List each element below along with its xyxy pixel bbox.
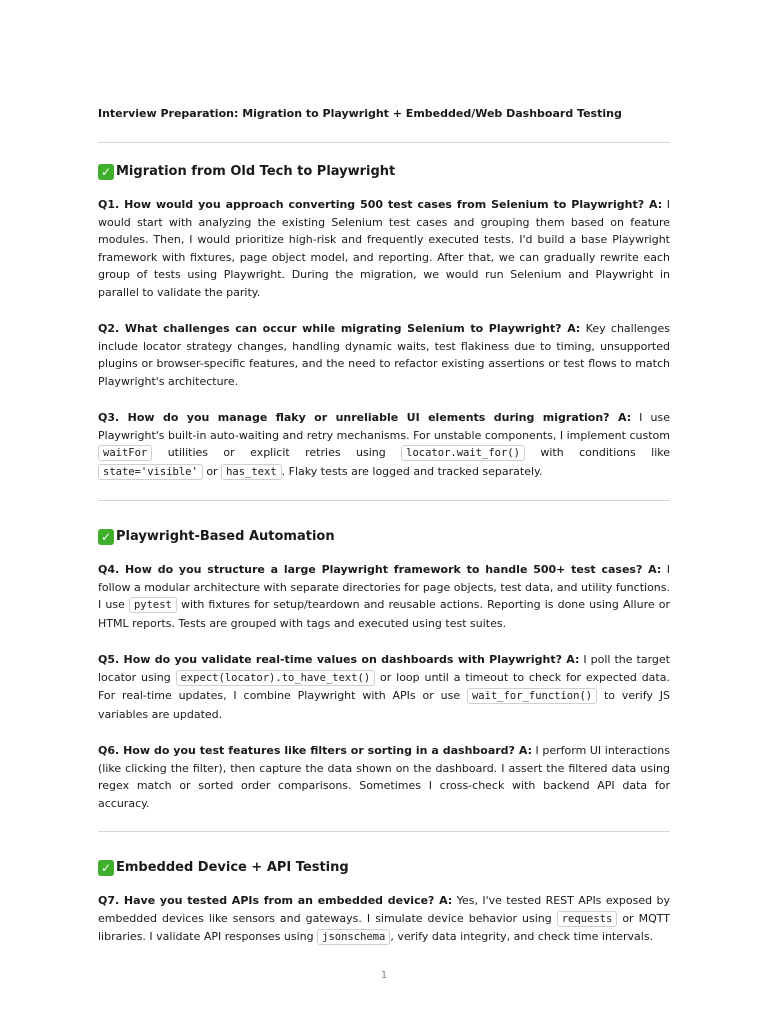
section-heading xyxy=(98,162,670,182)
answer-text: or loop until a timeout to check for expected data. For real-time updates, I combine Playwright with APIs or use xyxy=(98,670,670,702)
answer-text: Key challenges include locator strategy changes, handling dynamic waits, test flakiness due to timing, unsupported plugins or browser-specific features, and the need to refactor existing assertions or test flows to match Playwright's architecture. xyxy=(98,322,671,388)
page-number: 1 xyxy=(380,970,388,981)
inline-code: has_text xyxy=(221,464,282,480)
qa-item xyxy=(98,742,670,812)
section-heading-text: Embedded Device + API Testing xyxy=(116,860,349,875)
divider xyxy=(98,500,670,501)
question-text: Q5. How do you validate real-time values on dashboards with Playwright? A: xyxy=(98,653,580,666)
answer-text: I perform UI interactions (like clicking the filter), then capture the data shown on the dashboard. I assert the filtered data using regex match or sorted order comparisons. Sometimes I cross-check with backend API data for accuracy. xyxy=(98,744,670,810)
answer-text: I poll the target locator using xyxy=(98,653,670,684)
answer-text: with fixtures for setup/teardown and reusable actions. Reporting is done using Allure or HTML reports. Tests are grouped with tags and executed using test suites. xyxy=(98,598,670,630)
check-mark-icon: ✓ xyxy=(98,164,114,180)
answer-text: , verify data integrity, and check time intervals. xyxy=(390,930,654,943)
question-text: Q2. What challenges can occur while migrating Selenium to Playwright? A: xyxy=(98,322,581,335)
answer-text: utilities or explicit retries using xyxy=(152,446,402,459)
answer-text: to verify JS variables are updated. xyxy=(98,689,671,721)
divider xyxy=(98,831,670,832)
check-mark-icon: ✓ xyxy=(98,860,114,876)
section-heading xyxy=(98,527,670,547)
qa-item xyxy=(98,651,670,723)
sections-container xyxy=(98,162,670,947)
qa-item xyxy=(98,892,670,947)
answer-text: Yes, I've tested REST APIs exposed by embedded devices like sensors and gateways. I simulate device behavior using xyxy=(98,894,670,925)
document-title: Interview Preparation: Migration to Playwright + Embedded/Web Dashboard Testing xyxy=(98,107,622,120)
inline-code: waitFor xyxy=(98,445,152,461)
inline-code: pytest xyxy=(129,597,177,613)
qa-item xyxy=(98,320,670,390)
inline-code: expect(locator).to_have_text() xyxy=(176,670,376,686)
question-text: Q1. How would you approach converting 500 test cases from Selenium to Playwright? A: xyxy=(98,198,663,211)
question-text: Q3. How do you manage flaky or unreliable UI elements during migration? A: xyxy=(98,411,632,424)
answer-text: or MQTT libraries. I validate API responses using xyxy=(98,911,670,943)
section-heading-text: Playwright-Based Automation xyxy=(116,529,335,544)
inline-code: requests xyxy=(557,911,618,927)
question-text: Q6. How do you test features like filters or sorting in a dashboard? A: xyxy=(98,744,532,757)
answer-text: or xyxy=(202,464,222,478)
divider xyxy=(98,142,670,143)
answer-text: I would start with analyzing the existing Selenium test cases and grouping them based on feature modules. Then, I would prioritize high-risk and frequently executed tests. I'd build a base Playwright framework with fixtures, page object model, and reporting. After that, we can gradually rewrite each group of tests using Playwright. During the migration, we would run Selenium and Playwright in parallel to validate the parity. xyxy=(98,198,670,299)
section-heading-text: Migration from Old Tech to Playwright xyxy=(116,164,396,179)
answer-text: I use Playwright's built-in auto-waiting and retry mechanisms. For unstable components, I implement custom xyxy=(98,411,670,442)
check-mark-icon: ✓ xyxy=(98,529,114,545)
question-text: Q7. Have you tested APIs from an embedded device? A: xyxy=(98,894,453,907)
qa-item xyxy=(98,409,670,481)
answer-text: with conditions like xyxy=(524,446,670,459)
answer-text: . Flaky tests are logged and tracked separately. xyxy=(281,464,543,478)
inline-code: locator.wait_for() xyxy=(401,445,525,461)
answer-text: I follow a modular architecture with separate directories for page objects, test data, and utility functions. I use xyxy=(98,563,670,611)
inline-code: wait_for_function() xyxy=(467,688,597,704)
inline-code: jsonschema xyxy=(317,929,390,945)
qa-item xyxy=(98,196,670,301)
inline-code: state='visible' xyxy=(98,464,203,480)
qa-item xyxy=(98,561,670,632)
section-heading xyxy=(98,858,670,878)
question-text: Q4. How do you structure a large Playwright framework to handle 500+ test cases? A: xyxy=(98,563,662,576)
